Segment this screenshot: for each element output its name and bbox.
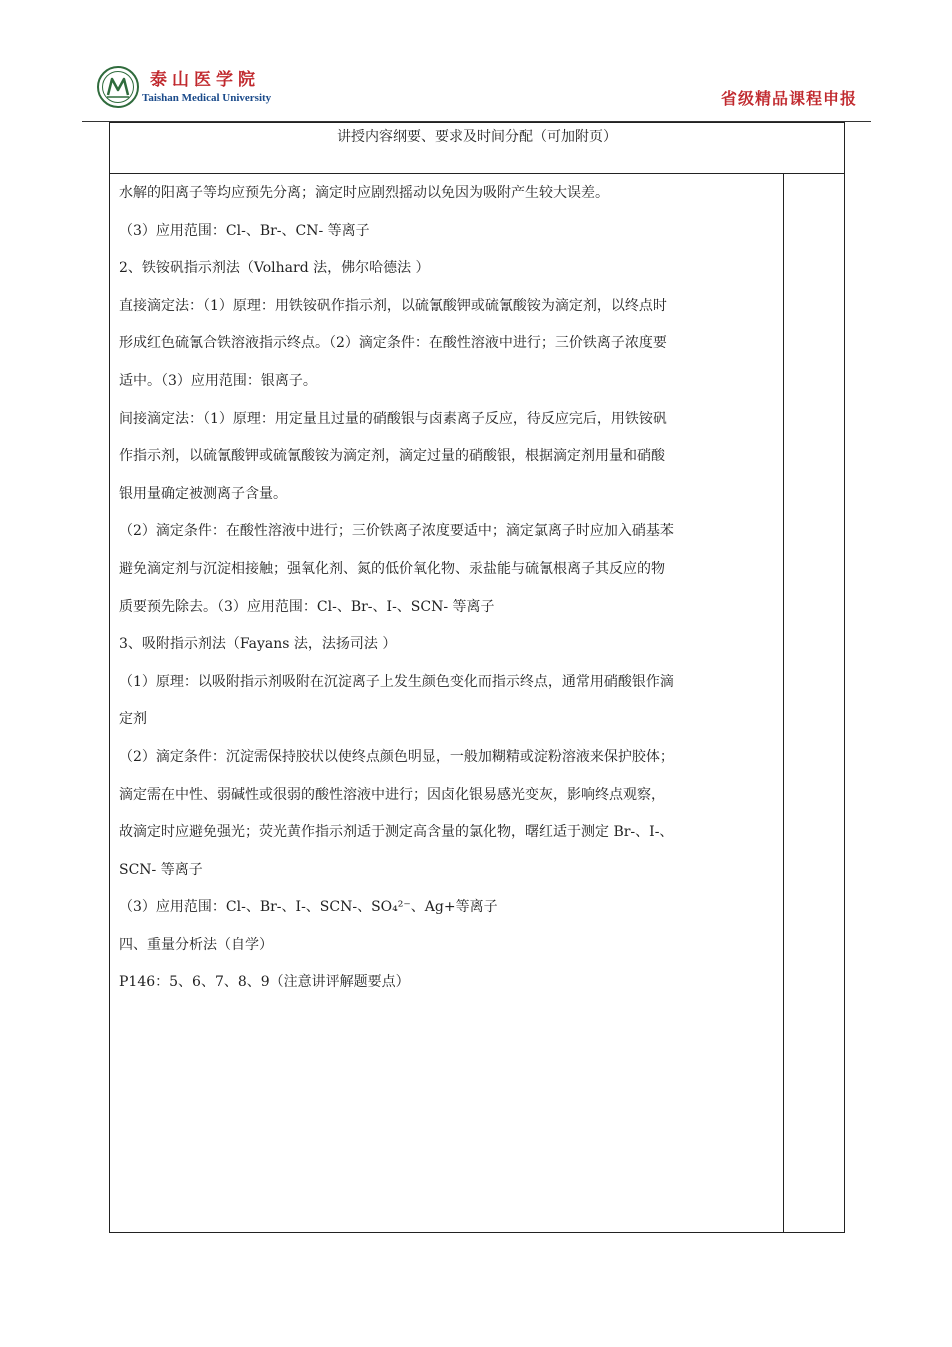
text-line: 水解的阳离子等均应预先分离；滴定时应剧烈摇动以免因为吸附产生较大误差。 bbox=[119, 185, 609, 201]
table-heading: 讲授内容纲要、要求及时间分配（可加附页） bbox=[110, 123, 844, 174]
lecture-content-table bbox=[109, 122, 845, 1233]
school-name-cn: 泰山医学院 bbox=[150, 70, 260, 90]
text-line: 2、铁铵矾指示剂法（Volhard 法，佛尔哈德法 ） bbox=[119, 260, 430, 277]
text-line: 直接滴定法：（1）原理：用铁铵矾作指示剂，以硫氰酸钾或硫氰酸铵为滴定剂，以终点时 bbox=[119, 297, 667, 314]
text-line: 故滴定时应避免强光；荧光黄作指示剂适于测定高含量的氯化物，曙红适于测定 Br-、I-、 bbox=[119, 824, 674, 841]
text-line: （1）原理：以吸附指示剂吸附在沉淀离子上发生颜色变化而指示终点，通常用硝酸银作滴 bbox=[119, 673, 674, 690]
text-line: 避免滴定剂与沉淀相接触；强氧化剂、氮的低价氧化物、汞盐能与硫氰根离子其反应的物 bbox=[119, 560, 665, 577]
text-line: （3）应用范围：Cl-、Br-、CN- 等离子 bbox=[119, 222, 370, 239]
text-line: 作指示剂，以硫氰酸钾或硫氰酸铵为滴定剂，滴定过量的硝酸银，根据滴定剂用量和硝酸 bbox=[119, 448, 665, 465]
text-line: 银用量确定被测离子含量。 bbox=[119, 485, 287, 502]
text-line: 适中。（3）应用范围：银离子。 bbox=[119, 372, 317, 389]
course-application-title: 省级精品课程申报 bbox=[720, 89, 857, 108]
school-logo-seal bbox=[97, 66, 139, 108]
school-name-en: Taishan Medical University bbox=[142, 92, 272, 104]
text-line: 滴定需在中性、弱碱性或很弱的酸性溶液中进行；因卤化银易感光变灰，影响终点观察， bbox=[119, 786, 665, 803]
table-body-text bbox=[119, 175, 778, 1002]
text-line: （2）滴定条件：在酸性溶液中进行；三价铁离子浓度要适中；滴定氯离子时应加入硝基苯 bbox=[119, 523, 674, 540]
text-line: （2）滴定条件：沉淀需保持胶状以使终点颜色明显，一般加糊精或淀粉溶液来保护胶体； bbox=[119, 748, 674, 765]
text-line: （3）应用范围：Cl-、Br-、I-、SCN-、SO₄²⁻、Ag+等离子 bbox=[119, 899, 498, 916]
text-line: 3、吸附指示剂法（Fayans 法，法扬司法 ） bbox=[119, 636, 397, 653]
text-line: SCN- 等离子 bbox=[119, 861, 203, 878]
text-line: P146：5、6、7、8、9（注意讲评解题要点） bbox=[119, 974, 410, 991]
table-side-column-divider bbox=[783, 174, 784, 1232]
text-line: 间接滴定法：（1）原理：用定量且过量的硝酸银与卤素离子反应，待反应完后，用铁铵矾 bbox=[119, 410, 667, 427]
text-line: 形成红色硫氰合铁溶液指示终点。（2）滴定条件：在酸性溶液中进行；三价铁离子浓度要 bbox=[119, 335, 667, 352]
text-line: 质要预先除去。（3）应用范围：Cl-、Br-、I-、SCN- 等离子 bbox=[119, 598, 495, 615]
text-line: 定剂 bbox=[119, 711, 147, 728]
text-line: 四、重量分析法（自学） bbox=[119, 936, 273, 953]
